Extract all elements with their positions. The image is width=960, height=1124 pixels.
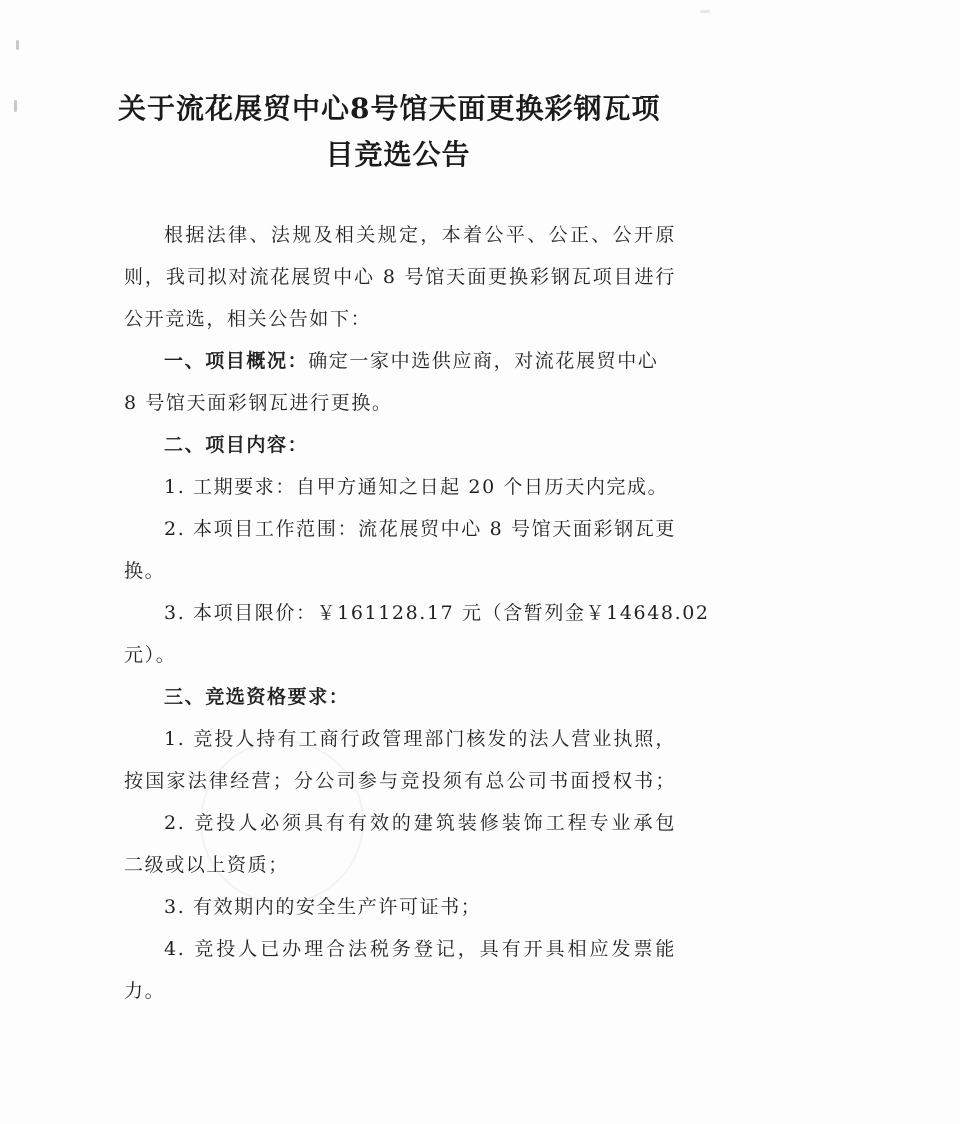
scan-mark bbox=[16, 40, 19, 50]
section-3-item-4-line-1: 4. 竞投人已办理合法税务登记，具有开具相应发票能 bbox=[164, 938, 676, 960]
scan-mark bbox=[700, 10, 710, 13]
section-1-text: 确定一家中选供应商，对流花展贸中心 bbox=[308, 350, 659, 372]
section-1-heading: 一、项目概况： bbox=[164, 350, 309, 372]
section-3-item-3: 3. 有效期内的安全生产许可证书； bbox=[164, 896, 482, 918]
document-title-line-2: 目竞选公告 bbox=[325, 138, 471, 171]
document-title-line-1: 关于流花展贸中心8号馆天面更换彩钢瓦项 bbox=[118, 92, 661, 125]
section-1-line-2: 8 号馆天面彩钢瓦进行更换。 bbox=[124, 392, 393, 414]
section-2-item-2-line-2: 换。 bbox=[124, 560, 166, 582]
intro-line-1: 根据法律、法规及相关规定，本着公平、公正、公开原 bbox=[164, 224, 676, 246]
section-2-item-2-line-1: 2. 本项目工作范围：流花展贸中心 8 号馆天面彩钢瓦更 bbox=[164, 518, 676, 540]
section-3-heading: 三、竞选资格要求： bbox=[164, 686, 350, 708]
section-2-item-1: 1. 工期要求：自甲方通知之日起 20 个日历天内完成。 bbox=[164, 476, 669, 498]
section-1-line-1 bbox=[164, 346, 658, 376]
section-3-item-2-line-2: 二级或以上资质； bbox=[124, 854, 289, 876]
section-2-item-3-line-1: 3. 本项目限价：￥161128.17 元（含暂列金￥14648.02 bbox=[164, 602, 710, 624]
section-3-item-2-line-1: 2. 竞投人必须具有有效的建筑装修装饰工程专业承包 bbox=[164, 812, 676, 834]
section-3-item-1-line-2: 按国家法律经营；分公司参与竞投须有总公司书面授权书； bbox=[124, 770, 676, 792]
section-3-item-4-line-2: 力。 bbox=[124, 980, 166, 1002]
intro-line-2: 则，我司拟对流花展贸中心 8 号馆天面更换彩钢瓦项目进行 bbox=[124, 266, 676, 288]
scan-mark bbox=[14, 100, 17, 112]
section-2-heading: 二、项目内容： bbox=[164, 434, 309, 456]
intro-line-3: 公开竞选，相关公告如下： bbox=[124, 308, 372, 330]
section-2-item-3-line-2: 元）。 bbox=[124, 644, 177, 666]
section-3-item-1-line-1: 1. 竞投人持有工商行政管理部门核发的法人营业执照， bbox=[164, 728, 676, 750]
